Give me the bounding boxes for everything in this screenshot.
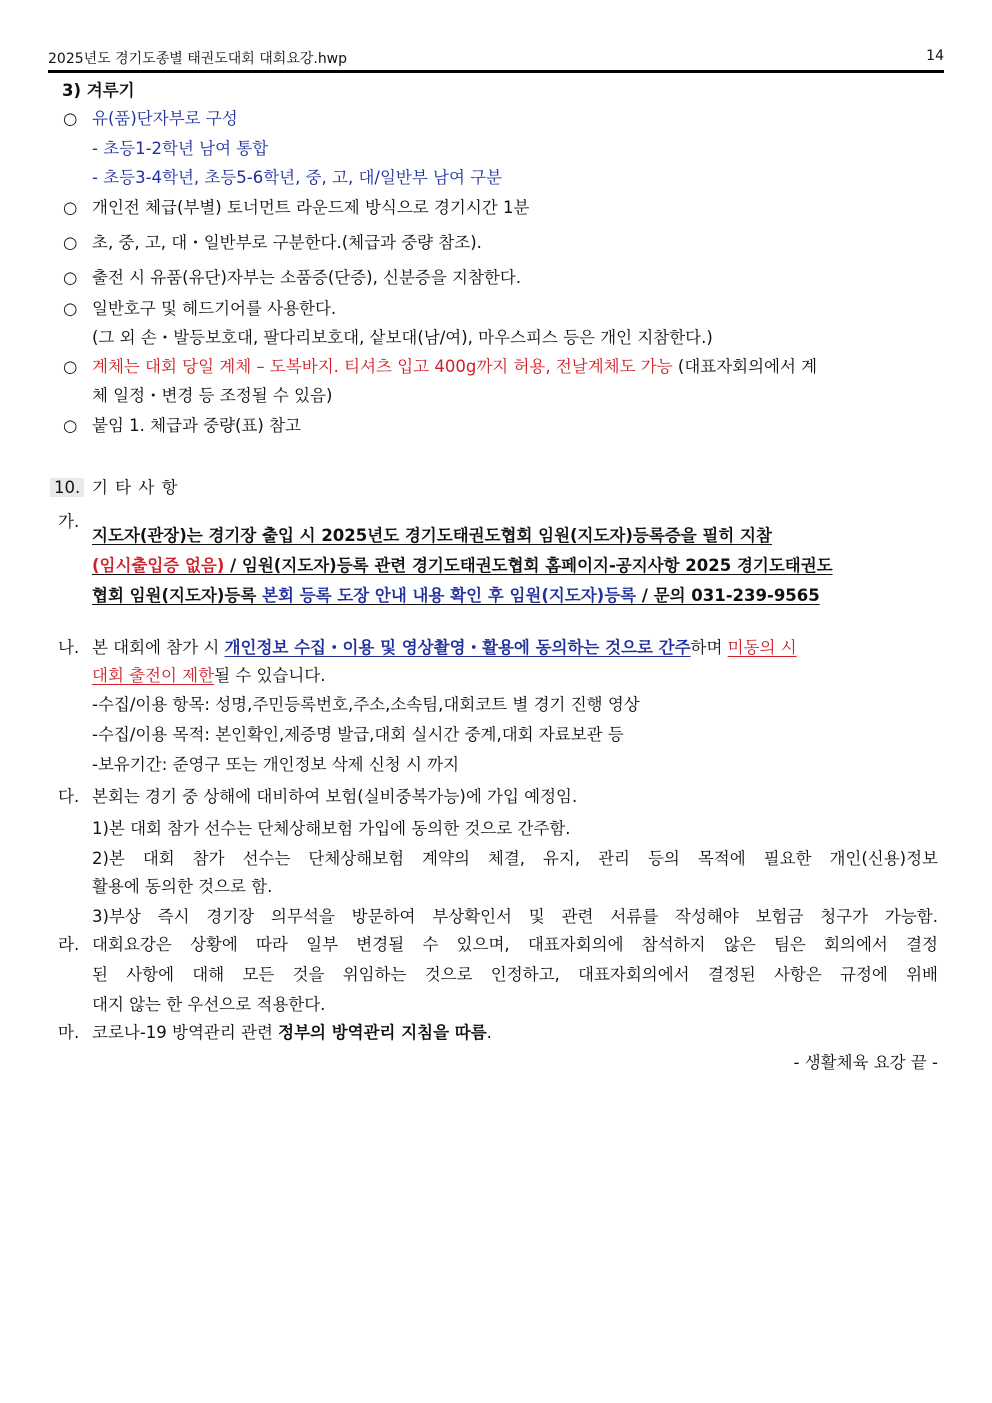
kyorugi-item-7: 붙임 1. 체급과 중량(표) 참고 — [92, 416, 301, 435]
bullet-marker: ○ — [63, 109, 78, 128]
ga-line-1: 지도자(관장)는 경기장 출입 시 2025년도 경기도태권도협회 임원(지도자)등록증을 필히 지참 — [92, 526, 772, 545]
privacy-consent: 개인정보 수집・이용 및 영상촬영・활용에 동의하는 것으로 간주 — [224, 638, 691, 657]
non-consent-warning: 미동의 시 — [727, 638, 797, 657]
no-temp-pass: (임시출입증 없음) — [92, 556, 225, 575]
ga-line-3: 협회 임원(지도자)등록 본회 등록 도장 안내 내용 확인 후 임원(지도자)등록 / 문의 031-239-9565 — [92, 586, 820, 605]
ma-line-1: 코로나-19 방역관리 관련 정부의 방역관리 지침을 따름. — [92, 1023, 492, 1042]
section-number: 10. — [50, 477, 84, 499]
na-item-3: -보유기간: 준영구 또는 개인정보 삭제 신청 시 까지 — [92, 755, 460, 774]
quarantine-guideline: 정부의 방역관리 지침을 따름 — [278, 1023, 487, 1042]
da-item-2a: 2)본 대회 참가 선수는 단체상해보험 계약의 체결, 유지, 관리 등의 목적에 필요한 개인(신용)정보 — [92, 849, 938, 868]
bullet-marker: ○ — [63, 357, 78, 376]
da-item-1: 1)본 대회 참가 선수는 단체상해보험 가입에 동의한 것으로 간주함. — [92, 819, 571, 838]
item-marker-ga: 가. — [58, 512, 80, 531]
kyorugi-item-6 — [92, 356, 817, 378]
da-item-2b: 활용에 동의한 것으로 함. — [92, 877, 273, 896]
item-marker-ra: 라. — [58, 935, 80, 954]
bullet-marker: ○ — [63, 233, 78, 252]
na-line-1: 본 대회에 참가 시 개인정보 수집・이용 및 영상촬영・활용에 동의하는 것으로 간주하며 미동의 시 — [92, 638, 797, 657]
header-divider — [48, 70, 944, 73]
kyorugi-item-1-sub-2: - 초등3-4학년, 초등5-6학년, 중, 고, 대/일반부 남여 구분 — [92, 168, 503, 187]
weigh-in-rule: 계체는 대회 당일 계체 – 도복바지. 티셔츠 입고 400g까지 허용, 전날계체도 가능 — [92, 357, 673, 376]
bullet-marker: ○ — [63, 416, 78, 435]
item-marker-da: 다. — [58, 787, 80, 806]
registration-notice: 본회 등록 도장 안내 내용 확인 후 임원(지도자)등록 — [262, 586, 637, 605]
kyorugi-item-1: 유(품)단자부로 구성 — [92, 109, 238, 128]
na-item-2: -수집/이용 목적: 본인확인,제증명 발급,대회 실시간 중계,대회 자료보관 등 — [92, 725, 624, 744]
ra-line-1: 대회요강은 상황에 따라 일부 변경될 수 있으며, 대표자회의에 참석하지 않은 팀은 회의에서 결정 — [92, 935, 938, 954]
da-line-1: 본회는 경기 중 상해에 대비하여 보험(실비중복가능)에 가입 예정임. — [92, 787, 578, 806]
kyorugi-heading: 3) 겨루기 — [62, 81, 135, 100]
kyorugi-item-6-cont: 체 일정・변경 등 조정될 수 있음) — [92, 386, 333, 405]
weigh-in-note: (대표자회의에서 계 — [672, 357, 818, 376]
section-title: 기 타 사 항 — [92, 478, 179, 497]
na-line-2: 대회 출전이 제한될 수 있습니다. — [92, 666, 326, 685]
na-item-1: -수집/이용 항목: 성명,주민등록번호,주소,소속팀,대회코트 별 경기 진행 영상 — [92, 695, 640, 714]
bullet-marker: ○ — [63, 198, 78, 217]
item-marker-ma: 마. — [58, 1023, 80, 1042]
kyorugi-item-2: 개인전 체급(부별) 토너먼트 라운드제 방식으로 경기시간 1분 — [92, 198, 530, 217]
kyorugi-item-5: 일반호구 및 헤드기어를 사용한다. — [92, 299, 337, 318]
kyorugi-item-3: 초, 중, 고, 대・일반부로 구분한다.(체급과 중량 참조). — [92, 233, 482, 252]
da-item-3: 3)부상 즉시 경기장 의무석을 방문하여 부상확인서 및 관련 서류를 작성해야 보험금 청구가 가능함. — [92, 907, 938, 926]
end-note: - 생활체육 요강 끝 - — [793, 1053, 938, 1072]
kyorugi-item-4: 출전 시 유품(유단)자부는 소품증(단증), 신분증을 지참한다. — [92, 268, 522, 287]
bullet-marker: ○ — [63, 299, 78, 318]
kyorugi-item-1-sub-1: - 초등1-2학년 남여 통합 — [92, 139, 269, 158]
ra-line-2: 된 사항에 대해 모든 것을 위임하는 것으로 인정하고, 대표자회의에서 결정된 사항은 규정에 위배 — [92, 965, 938, 984]
kyorugi-item-5-note: (그 외 손・발등보호대, 팔다리보호대, 샅보대(남/여), 마우스피스 등은 개인 지참한다.) — [92, 328, 713, 347]
bullet-marker: ○ — [63, 268, 78, 287]
document-title: 2025년도 경기도종별 태권도대회 대회요강.hwp — [48, 51, 348, 67]
document-header — [48, 44, 944, 68]
item-marker-na: 나. — [58, 638, 80, 657]
ra-line-3: 대지 않는 한 우선으로 적용한다. — [92, 995, 326, 1014]
ga-line-2: (임시출입증 없음) / 임원(지도자)등록 관련 경기도태권도협회 홈페이지-공지사항 2025 경기도태권도 — [92, 556, 833, 575]
page-number: 14 — [926, 48, 944, 64]
